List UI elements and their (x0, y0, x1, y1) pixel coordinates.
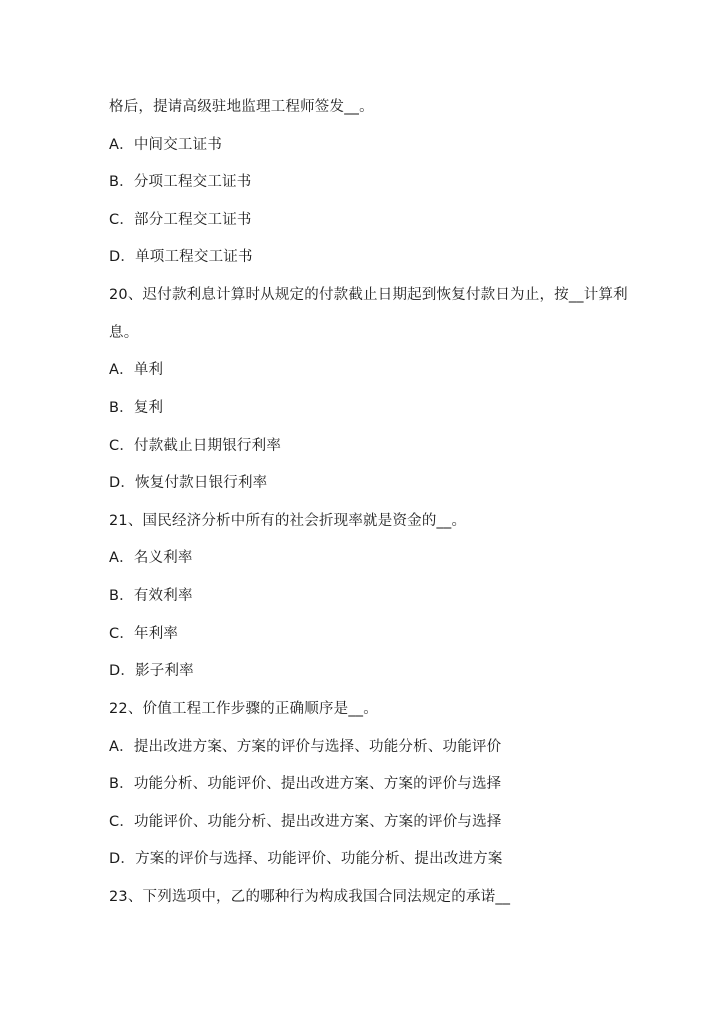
question-20: 20、迟付款利息计算时从规定的付款截止日期起到恢复付款日为止，按__计算利 (109, 287, 628, 303)
q20-option-b: B．复利 (109, 400, 164, 416)
q20-option-c: C．付款截止日期银行利率 (109, 438, 282, 454)
q20-option-d: D．恢复付款日银行利率 (109, 475, 268, 491)
q20-option-a: A．单利 (109, 362, 164, 378)
q21-option-b: B．有效利率 (109, 588, 193, 604)
q22-option-a: A．提出改进方案、方案的评价与选择、功能分析、功能评价 (109, 739, 502, 755)
question-20-continuation: 息。 (109, 325, 139, 341)
q22-option-b: B．功能分析、功能评价、提出改进方案、方案的评价与选择 (109, 776, 502, 792)
q19-option-d: D．单项工程交工证书 (109, 249, 253, 265)
q19-option-a: A．中间交工证书 (109, 137, 223, 153)
question-21: 21、国民经济分析中所有的社会折现率就是资金的__。 (109, 513, 467, 529)
q19-option-b: B．分项工程交工证书 (109, 174, 252, 190)
question-22: 22、价值工程工作步骤的正确顺序是__。 (109, 701, 378, 717)
question-19-continuation: 格后，提请高级驻地监理工程师签发__。 (109, 99, 374, 115)
q22-option-c: C．功能评价、功能分析、提出改进方案、方案的评价与选择 (109, 814, 502, 830)
q21-option-d: D．影子利率 (109, 663, 194, 679)
question-23: 23、下列选项中，乙的哪种行为构成我国合同法规定的承诺__ (109, 889, 511, 905)
q21-option-c: C．年利率 (109, 626, 179, 642)
q22-option-d: D．方案的评价与选择、功能评价、功能分析、提出改进方案 (109, 851, 503, 867)
q21-option-a: A．名义利率 (109, 550, 193, 566)
q19-option-c: C．部分工程交工证书 (109, 212, 252, 228)
